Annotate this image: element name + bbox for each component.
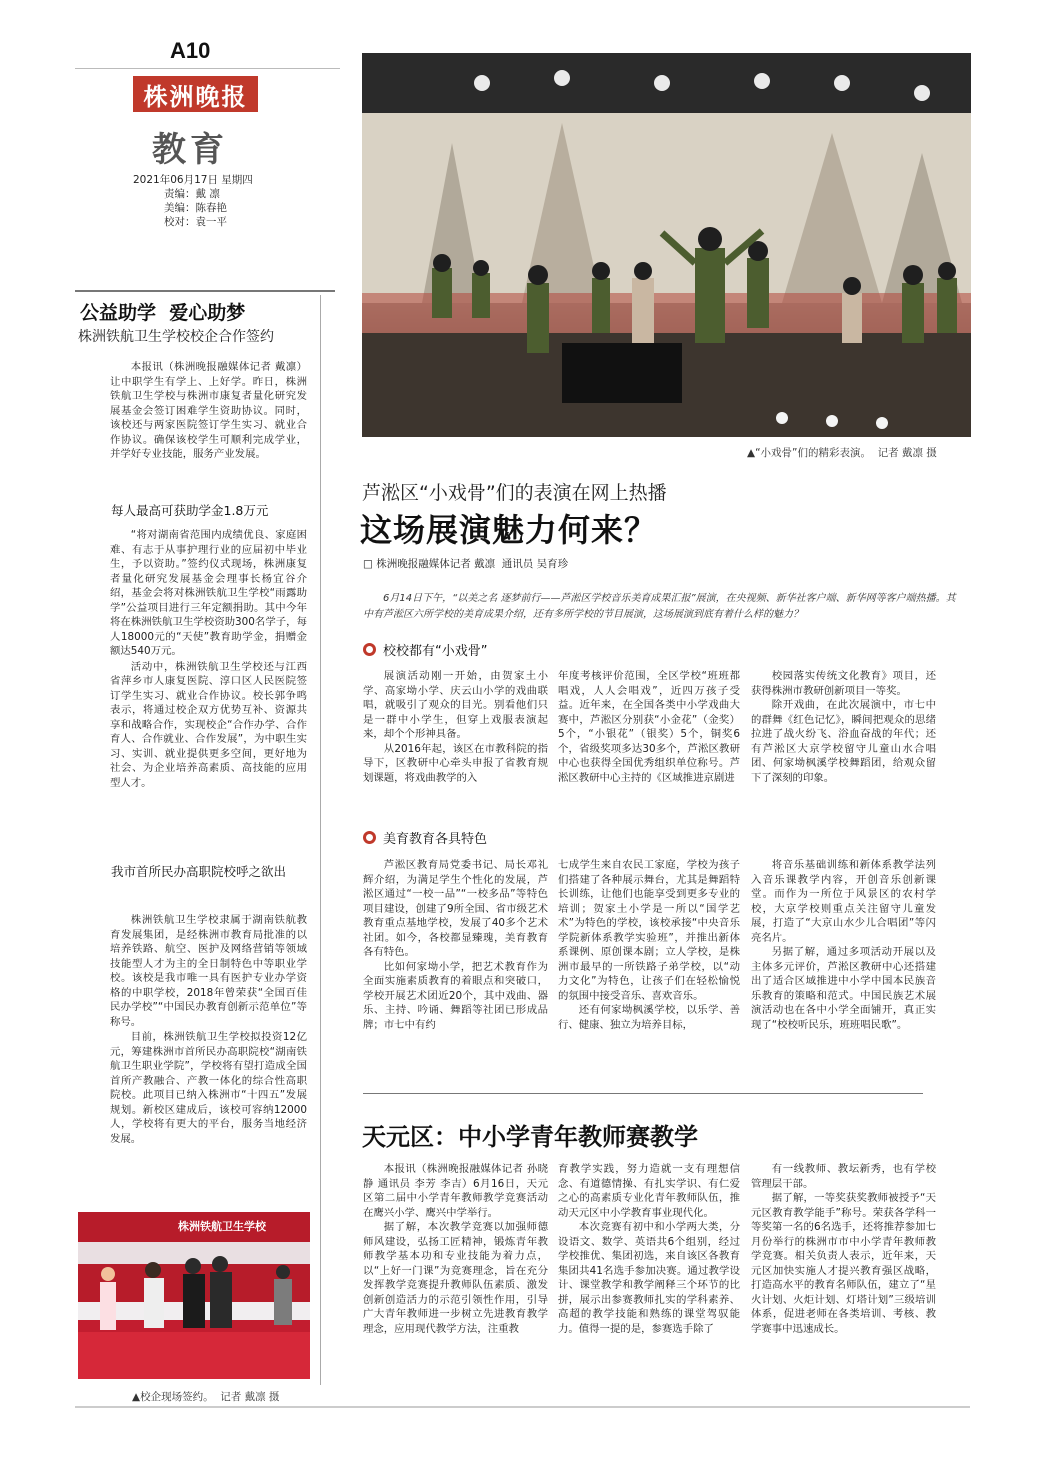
left-intro: 本报讯（株洲晚报融媒体记者 戴凛）让中职学生有学上、上好学。昨日，株洲铁航卫生学校与株洲市康复者量化研究发展基金会签订困难学生资助协议。同时，该校还与两家医院签订学生实习、就业合作协议。确保该校学生可顺利完成学业，并学好专业技能，服务产业发展。 [110,361,307,460]
main-headline: 这场展演魅力何来？ [360,511,658,549]
bottom-headline: 天元区：中小学青年教师赛教学 [362,1123,698,1151]
bottom-article-rule [363,1093,923,1094]
page-bottom-rule [75,1406,970,1408]
main-byline: □ 株洲晚报融媒体记者 戴凛 通讯员 吴育珍 [363,558,569,570]
paragraph: 据了解，本次教学竞赛以加强师德师风建设，弘扬工匠精神，锻炼青年教师教学基本功和专业技能为着力点，以“上好一门课”为竞赛理念，旨在充分发挥教学竞赛提升教师队伍素质、激发创新创造活力的示范引领性作用，引导广大青年教师进一步树立先进教育教学理念，应用现代教学方法，注重教 [363,1221,548,1335]
section-heading-1 [363,640,487,659]
left-subhead-2: 我市首所民办高职院校呼之欲出 [111,864,287,879]
bottom-column-3 [751,1162,936,1336]
performance-photo-caption: ▲“小戏骨”们的精彩表演。 记者 戴凛 摄 [747,447,937,459]
left-para-2: 活动中，株洲铁航卫生学校还与江西省萍乡市人康复医院、淳口区人民医院签订学生实习、就业合作协议。校长郭争鸣表示，将通过校企双方优势互补、资源共享和战略合作，实现校企“合作办学、合作育人、合作就业、合作发展”，为中职生实习、实训、就业提供更多空间，更好地为社会、为企业培养高素质、高技能的应用型人才。 [110,660,307,789]
s1-column-2 [558,669,740,785]
designer-credit: 美编：陈春艳 [164,202,227,214]
paper-logo-text: 株洲晚报 [143,81,248,111]
paragraph: 还有何家坳枫溪学校，以乐学、善行、健康、独立为培养目标， [558,1004,740,1031]
s1-column-3 [751,669,936,785]
edition-date: 2021年06月17日 星期四 [133,174,253,186]
s2-column-2 [558,858,740,1032]
signing-photo-caption: ▲校企现场签约。 记者 戴凛 摄 [132,1391,280,1403]
performance-photo [362,53,971,437]
banner-text: 株洲铁航卫生学校 [178,1220,266,1233]
paragraph: 七成学生来自农民工家庭，学校为孩子们搭建了各种展示舞台，尤其是舞蹈特长训练，让他们也能享受到更多专业的培训；贺家土小学是一所以“国学艺术”为特色的学校，该校承接“中央音乐学院新体系教学实验班”，并推出新体系课例、原创课本剧；立人学校，是株洲市最早的一所铁路子弟学校，以“动力文化”为特色，让孩子们在轻松愉悦的氛围中接受音乐、喜欢音乐。 [558,859,740,1002]
paper-logo [133,76,258,112]
paragraph: 据了解，一等奖获奖教师被授予“天元区教育教学能手”称号。荣获各学科一等奖第一名的6名选手，还将推荐参加七月份举行的株洲市市中小学青年教师教学竞赛。相关负责人表示，近年来，天元区加快实施人才提兴教育强区战略，打造高水平的教育名师队伍，建立了“星火计划、火炬计划、灯塔计划”三级培训体系，促进老师在各类培训、考核、教学赛事中迅速成长。 [751,1192,936,1335]
paragraph: 育教学实践，努力造就一支有理想信念、有道德情操、有扎实学识、有仁爱之心的高素质专业化青年教师队伍，推动天元区中小学教育事业现代化。 [558,1163,740,1219]
paragraph: 有一线教师、教坛新秀，也有学校管理层干部。 [751,1163,936,1190]
performance-illustration [362,53,971,437]
bottom-column-1 [363,1162,548,1336]
paragraph: 将音乐基础训练和新体系教学法列入音乐课教学内容，开创音乐创新课堂。而作为一所位于风景区的农村学校，大京学校则重点关注留守儿童发展，打造了“大京山水少儿合唱团”等闪亮名片。 [751,859,936,944]
section-heading-2-text: 美育教育各具特色 [383,832,488,847]
left-top-rule [75,68,340,69]
paragraph: 本报讯（株洲晚报融媒体记者 孙晓静 通讯员 李芳 李吉）6月16日，天元区第二届中小学青年教师教学竞赛活动在鹰兴小学、鹰兴中学举行。 [363,1163,548,1219]
left-para-3: 株洲铁航卫生学校隶属于湖南铁航教育发展集团，是经株洲市教育局批准的以培养铁路、航空、医护及网络营销等领域技能型人才为主的全日制特色中等职业学校。该校是我市唯一具有医护专业办学资格的中职学校，2018年曾荣获“全国百佳民办学校”“中国民办教育创新示范单位”等称号。 [110,914,307,1028]
section-heading-2 [363,828,487,847]
paragraph: 芦淞区教育局党委书记、局长邓礼辉介绍，为满足学生个性化的发展，芦淞区通过“一校一品”“一校多品”等特色项目建设，创建了9所全国、省市级艺术教育重点基地学校，发展了40多个艺术社团。如今，各校都显臻瑰，美育教育各有特色。 [363,859,548,958]
paragraph: 本次竞赛有初中和小学两大类，分设语文、数学、英语共6个组别，经过学校推优、集团初选，来自该区各教育集团共41名选手参加决赛。通过教学设计、课堂教学和教学阐释三个环节的比拼，展示出参赛教师扎实的学科素养、高超的教学技能和熟练的课堂驾驭能力。值得一提的是，参赛选手除了 [558,1221,740,1335]
main-kicker: 芦淞区“小戏骨”们的表演在网上热播 [362,482,667,504]
column-divider [320,295,321,1385]
left-para-4: 目前，株洲铁航卫生学校拟投资12亿元，筹建株洲市首所民办高职院校“湖南铁航卫生职业学院”，学校将有望打造成全国首所产教融合、产教一体化的综合性高职院校。此项目已纳入株洲市“十四五”发展规划。新校区建成后，该校可容纳12000人，学校将有更大的平台，服务当地经济发展。 [110,1031,307,1145]
signing-ceremony-photo [78,1212,310,1379]
left-section-rule [75,290,335,292]
red-circle-icon [363,831,376,844]
proofreader-credit: 校对：袁一平 [164,216,227,228]
left-article-body-3 [110,913,307,1147]
editor-credit: 责编：戴 凛 [164,188,220,200]
paragraph: 校园落实传统文化教育》项目，还获得株洲市教研创新项目一等奖。 [751,670,936,697]
page-number: A10 [170,38,211,63]
left-article-body-2 [110,528,307,791]
paragraph: 年度考核评价范围，全区学校“班班都唱戏，人人会唱戏”，近四万孩子受益。近年来，在全国各类中小学戏曲大赛中，芦淞区分别获“小金花”（金奖）5个，“小银花”（银奖）5个，铜奖6个，省级奖项多达30多个，芦淞区教研中心也获得全国优秀组织单位称号。芦淞区教研中心主持的《区域推进京剧进 [558,670,740,784]
section-heading-1-text: 校校都有“小戏骨” [383,644,488,659]
paragraph: 另据了解，通过多项活动开展以及主体多元评价，芦淞区教研中心还搭建出了适合区域推进中小学中国本民族音乐教育的策略和范式。中国民族艺术展演活动也在各中小学全面铺开，真正实现了“校校听民乐，班班唱民歌”。 [751,946,936,1031]
paragraph: 从2016年起，该区在市教科院的指导下，区教研中心牵头申报了省教育规划课题，将戏曲教学的入 [363,742,548,784]
paragraph: 除开戏曲，在此次展演中，市七中的群舞《红色记忆》，瞬间把观众的思绪拉进了战火纷飞、浴血奋战的年代；还有芦淞区大京学校留守儿童山水合唱团、何家坳枫溪学校舞蹈团，给观众留下了深刻的印象。 [751,699,936,784]
main-lead: 6月14日下午，“以美之名 逐梦前行——芦淞区学校音乐美育成果汇报”展演，在央视频、新华社客户端、新华网等客户端热播。其中有芦淞区六所学校的美育成果介绍，还有多所学校的节目展演，这场展演到底有着什么样的魅力？ [363,593,956,620]
red-circle-icon [363,643,376,656]
paragraph: 展演活动刚一开始，由贺家土小学、高家坳小学、庆云山小学的戏曲联唱，就吸引了观众的目光。别看他们只是一群中小学生，但穿上戏服表演起来，却个个形神具备。 [363,670,548,740]
s2-column-3 [751,858,936,1032]
left-subhead-1: 每人最高可获助学金1.8万元 [111,503,269,518]
s2-column-1 [363,858,548,1032]
paragraph: 比如何家坳小学，把艺术教育作为全面实施素质教育的着眼点和突破口，学校开展艺术团近20个，其中戏曲、器乐、主持、吟诵、舞蹈等社团已形成品牌；市七中有约 [363,960,548,1031]
left-article-body [110,360,307,463]
left-para-1: “将对湖南省范围内成绩优良、家庭困难、有志于从事护理行业的应届初中毕业生，予以资助。”签约仪式现场，株洲康复者量化研究发展基金会理事长杨宜谷介绍，基金会将对株洲铁航卫生学校“雨露助学”公益项目进行三年定额捐助。其中今年将在株洲铁航卫生学校资助300名学子，每人18000元的“天使”教育助学金，捐赠金额达540万元。 [110,529,307,657]
left-article-subtitle: 株洲铁航卫生学校校企合作签约 [78,329,274,345]
bottom-column-2 [558,1162,740,1336]
signing-ceremony-illustration [78,1212,310,1379]
left-article-title: 公益助学 爱心助梦 [80,302,246,324]
section-title: 教育 [152,130,228,170]
s1-column-1 [363,669,548,785]
